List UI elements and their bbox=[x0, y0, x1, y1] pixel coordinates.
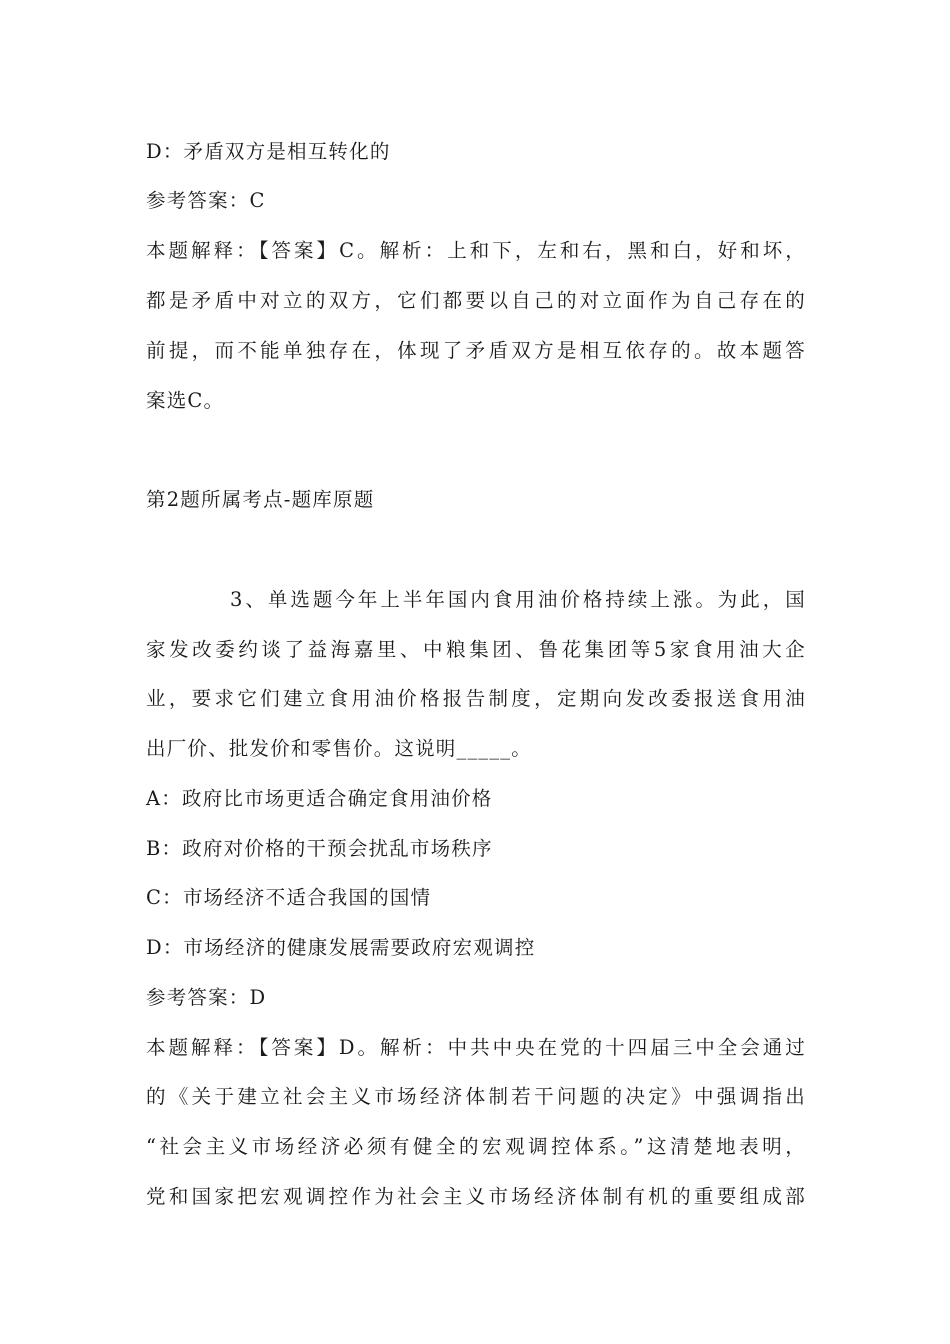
q3-option-b: B：政府对价格的干预会扰乱市场秩序 bbox=[146, 837, 493, 860]
q3-stem-line: 出厂价、批发价和零售价。这说明_____。 bbox=[146, 737, 532, 760]
q2-option-d: D：矛盾双方是相互转化的 bbox=[146, 140, 391, 163]
q3-option-d: D：市场经济的健康发展需要政府宏观调控 bbox=[146, 936, 536, 959]
q3-explanation-line: “社会主义市场经济必须有健全的宏观调控体系。”这清楚地表明， bbox=[146, 1135, 806, 1158]
q3-explanation-line: 本题解释：【答案】D。解析：中共中央在党的十四届三中全会通过 bbox=[146, 1036, 806, 1059]
q2-explanation-line: 都是矛盾中对立的双方，它们都要以自己的对立面作为自己存在的 bbox=[146, 289, 806, 312]
q3-option-a: A：政府比市场更适合确定食用油价格 bbox=[146, 787, 493, 810]
q2-explanation-line: 本题解释：【答案】C。解析：上和下，左和右，黑和白，好和坏， bbox=[146, 239, 806, 262]
q2-category: 第2题所属考点-题库原题 bbox=[146, 488, 375, 511]
q3-answer: 参考答案：D bbox=[146, 986, 267, 1009]
q3-option-c: C：市场经济不适合我国的国情 bbox=[146, 886, 432, 909]
q3-stem-line: 家发改委约谈了益海嘉里、中粮集团、鲁花集团等5家食用油大企 bbox=[146, 638, 806, 661]
q3-explanation-line: 的《关于建立社会主义市场经济体制若干问题的决定》中强调指出 bbox=[146, 1085, 806, 1108]
q2-explanation-line: 案选C。 bbox=[146, 389, 225, 412]
q2-explanation-line: 前提，而不能单独存在，体现了矛盾双方是相互依存的。故本题答 bbox=[146, 339, 806, 362]
q3-stem-line: 业，要求它们建立食用油价格报告制度，定期向发改委报送食用油 bbox=[146, 687, 806, 710]
q3-stem-line: 3、单选题今年上半年国内食用油价格持续上涨。为此，国 bbox=[230, 588, 806, 611]
q3-explanation-line: 党和国家把宏观调控作为社会主义市场经济体制有机的重要组成部 bbox=[146, 1185, 806, 1208]
q2-answer: 参考答案：C bbox=[146, 189, 266, 212]
